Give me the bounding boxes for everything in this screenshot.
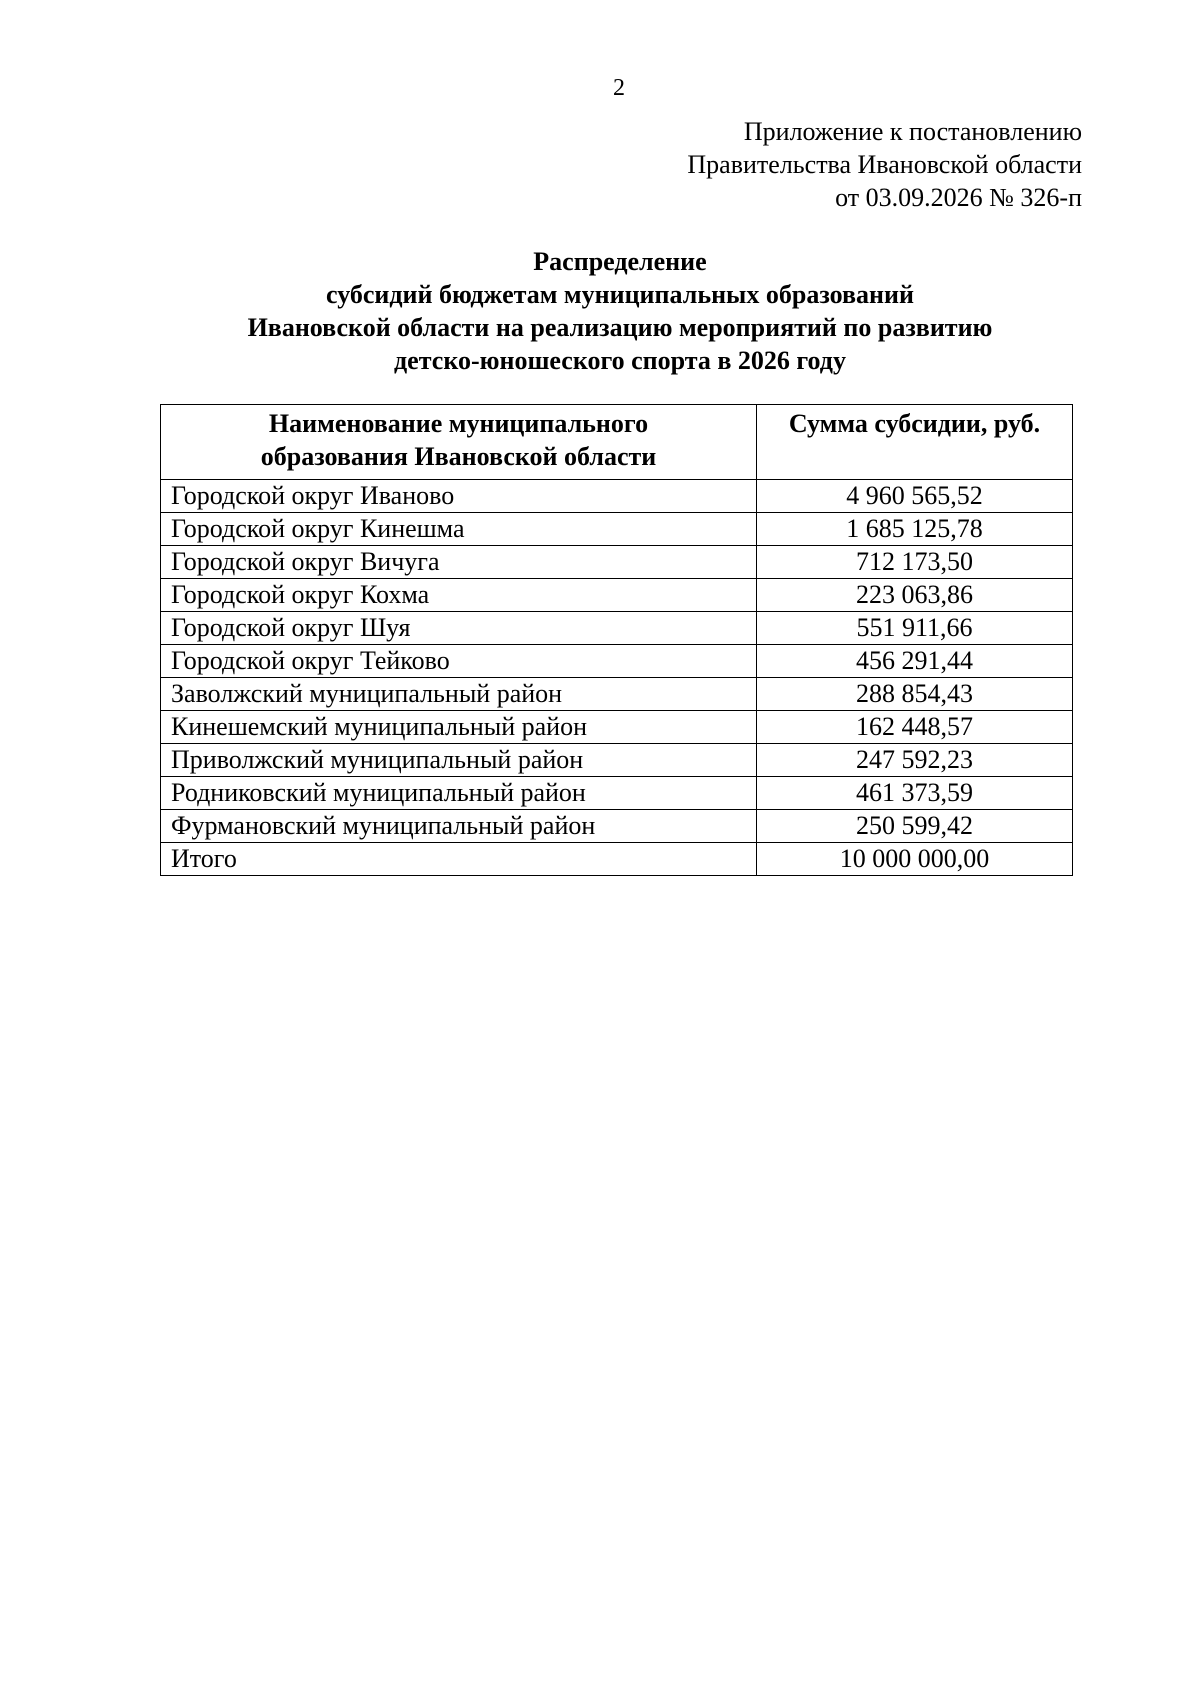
subsidy-amount-cell: 223 063,86: [757, 579, 1073, 612]
subsidy-amount-cell: 551 911,66: [757, 612, 1073, 645]
municipality-name-cell: Итого: [161, 843, 757, 876]
table-row: [161, 678, 1073, 711]
municipality-name-cell: Родниковский муниципальный район: [161, 777, 757, 810]
municipality-name-cell: Городской округ Тейково: [161, 645, 757, 678]
header-municipality: [161, 405, 757, 480]
municipality-name-cell: Городской округ Вичуга: [161, 546, 757, 579]
municipality-name-cell: Городской округ Кинешма: [161, 513, 757, 546]
municipality-name-cell: Кинешемский муниципальный район: [161, 711, 757, 744]
document-title: [160, 245, 1080, 377]
table-row: [161, 777, 1073, 810]
table-row: [161, 843, 1073, 876]
subsidy-amount-cell: 712 173,50: [757, 546, 1073, 579]
municipality-name-cell: Городской округ Кохма: [161, 579, 757, 612]
title-line: субсидий бюджетам муниципальных образований: [326, 280, 914, 309]
subsidy-amount-cell: 250 599,42: [757, 810, 1073, 843]
annex-line: Приложение к постановлению: [743, 117, 1082, 146]
title-line: Распределение: [533, 247, 707, 276]
table-body: [161, 480, 1073, 876]
table-row: [161, 579, 1073, 612]
municipality-name-cell: Городской округ Шуя: [161, 612, 757, 645]
table-row: [161, 645, 1073, 678]
municipality-name-cell: Приволжский муниципальный район: [161, 744, 757, 777]
header-municipality-line: Наименование муниципального: [268, 409, 649, 438]
subsidy-amount-cell: 1 685 125,78: [757, 513, 1073, 546]
subsidies-table: [160, 404, 1073, 876]
table-header-row: [161, 405, 1073, 480]
municipality-name-cell: Заволжский муниципальный район: [161, 678, 757, 711]
table-row: [161, 480, 1073, 513]
subsidy-amount-cell: 10 000 000,00: [757, 843, 1073, 876]
table-row: [161, 810, 1073, 843]
table-row: [161, 513, 1073, 546]
subsidy-amount-cell: 288 854,43: [757, 678, 1073, 711]
header-municipality-line: образования Ивановской области: [260, 442, 657, 471]
table-row: [161, 744, 1073, 777]
subsidy-amount-cell: 162 448,57: [757, 711, 1073, 744]
title-line: детско-юношеского спорта в 2026 году: [394, 346, 846, 375]
subsidy-amount-cell: 456 291,44: [757, 645, 1073, 678]
annex-block: [382, 115, 1082, 214]
annex-line: Правительства Ивановской области: [687, 150, 1082, 179]
table-row: [161, 612, 1073, 645]
subsidy-amount-cell: 247 592,23: [757, 744, 1073, 777]
table-row: [161, 711, 1073, 744]
municipality-name-cell: Городской округ Иваново: [161, 480, 757, 513]
subsidy-amount-cell: 461 373,59: [757, 777, 1073, 810]
municipality-name-cell: Фурмановский муниципальный район: [161, 810, 757, 843]
subsidy-amount-cell: 4 960 565,52: [757, 480, 1073, 513]
title-line: Ивановской области на реализацию мероприятий по развитию: [247, 313, 993, 342]
table-row: [161, 546, 1073, 579]
header-amount: Сумма субсидии, руб.: [757, 405, 1073, 480]
page-number: 2: [613, 75, 625, 101]
annex-line: от 03.09.2026 № 326-п: [835, 183, 1082, 212]
